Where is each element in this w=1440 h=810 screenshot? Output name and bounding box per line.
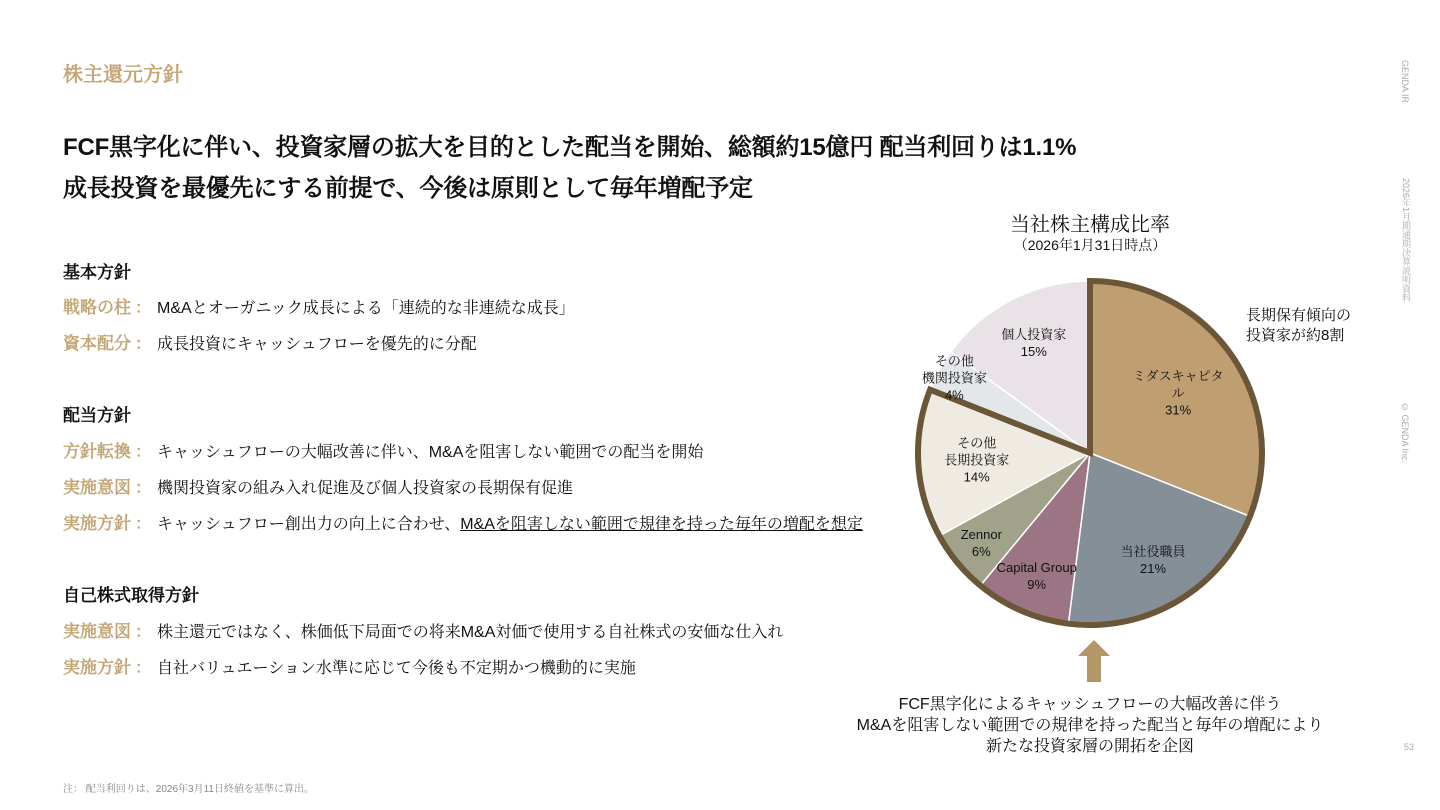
policy-key: 実施意図: [63, 478, 131, 497]
slice-label-line: 15%: [1020, 343, 1047, 359]
headline-line-1: FCF黒字化に伴い、投資家層の拡大を目的とした配当を開始、総額約15億円 配当利回りは1.1%: [63, 134, 1077, 161]
slice-label: [1121, 543, 1186, 577]
bottom-message: [830, 694, 1350, 757]
slice-label-line: ミダスキャピタ: [1132, 368, 1224, 384]
slice-label: [944, 435, 1009, 486]
slice-label-line: 当社役職員: [1120, 543, 1186, 559]
colon: ：: [135, 624, 152, 641]
basic-policy-heading: 基本方針: [63, 263, 131, 282]
buyback-policy-heading: 自己株式取得方針: [63, 586, 199, 605]
slice-label-line: Capital Group: [996, 560, 1077, 576]
colon: ：: [135, 660, 152, 677]
slice-label-line: 9%: [1027, 577, 1047, 593]
slice-label-line: 個人投資家: [1001, 326, 1067, 342]
slice-label: [997, 559, 1077, 593]
long-term-note-line: 長期保有傾向の: [1246, 307, 1352, 324]
policy-key: 実施意図: [63, 622, 131, 641]
slice-label-line: その他: [957, 435, 997, 451]
bottom-message-line: M&Aを阻害しない範囲での規律を持った配当と毎年の増配により: [856, 717, 1324, 734]
slice-label-line: 31%: [1165, 402, 1192, 418]
slice-label-line: 4%: [944, 387, 964, 403]
chart-title: 当社株主構成比率: [1010, 214, 1170, 236]
slice-label-line: Zennor: [960, 526, 1002, 542]
headline-line-2: 成長投資を最優先にする前提で、今後は原則として毎年増配予定: [63, 175, 753, 202]
slice-label: [1001, 326, 1066, 360]
page-number: 53: [1403, 742, 1414, 752]
slice-label-line: 21%: [1140, 560, 1167, 576]
side-copyright-label: © GENDA Inc.: [1400, 402, 1410, 464]
policy-key: 方針転換: [63, 442, 131, 461]
policy-value-underlined: M&Aを阻害しない範囲で規律を持った毎年の増配を想定: [460, 516, 863, 533]
colon: ：: [135, 300, 152, 317]
footnote: 注： 配当利回りは、2026年3月11日終値を基準に算出。: [63, 784, 314, 795]
policy-key: 実施方針: [63, 514, 131, 533]
bottom-message-line: 新たな投資家層の開拓を企図: [985, 738, 1194, 755]
policy-value: キャッシュフローの大幅改善に伴い、M&Aを阻害しない範囲での配当を開始: [157, 444, 704, 461]
policy-key: 実施方針: [63, 658, 131, 677]
chart-subtitle: （2026年1月31日時点）: [1013, 237, 1167, 253]
slice-label-line: 長期投資家: [944, 452, 1010, 468]
bottom-message-line: FCF黒字化によるキャッシュフローの大幅改善に伴う: [898, 696, 1282, 713]
side-doc-label: 2026年1月期通期決算説明資料: [1401, 178, 1411, 303]
colon: ：: [135, 336, 152, 353]
slice-label-line: 機関投資家: [921, 370, 987, 386]
policy-value-plain: キャッシュフロー創出力の向上に合わせ、: [157, 516, 461, 533]
long-term-note: [1246, 306, 1351, 346]
policy-key: 戦略の柱: [63, 298, 131, 317]
slice-label-line: その他: [934, 353, 974, 369]
slice-label: [922, 353, 987, 404]
slice-label: [961, 526, 1002, 560]
policy-value: 株主還元ではなく、株価低下局面での将来M&A対価で使用する自社株式の安価な仕入れ: [157, 624, 784, 641]
slice-label-line: 14%: [963, 469, 990, 485]
long-term-note-line: 投資家が約8割: [1246, 327, 1345, 344]
slice-label-line: ル: [1171, 385, 1185, 401]
colon: ：: [135, 444, 152, 461]
colon: ：: [135, 480, 152, 497]
slice-label: [1133, 368, 1224, 419]
section-label: 株主還元方針: [63, 64, 183, 86]
dividend-policy-heading: 配当方針: [63, 406, 131, 425]
policy-value: M&Aとオーガニック成長による「連続的な非連続な成長」: [157, 300, 575, 317]
policy-value: 機関投資家の組み入れ促進及び個人投資家の長期保有促進: [157, 480, 574, 497]
policy-value: 成長投資にキャッシュフローを優先的に分配: [157, 336, 477, 353]
policy-key: 資本配分: [63, 334, 131, 353]
policy-value: 自社バリュエーション水準に応じて今後も不定期かつ機動的に実施: [157, 660, 636, 677]
slice-label-line: 6%: [971, 543, 991, 559]
colon: ：: [135, 516, 152, 533]
side-brand-label: GENDA IR: [1400, 60, 1410, 104]
up-arrow-icon: [1076, 638, 1112, 684]
